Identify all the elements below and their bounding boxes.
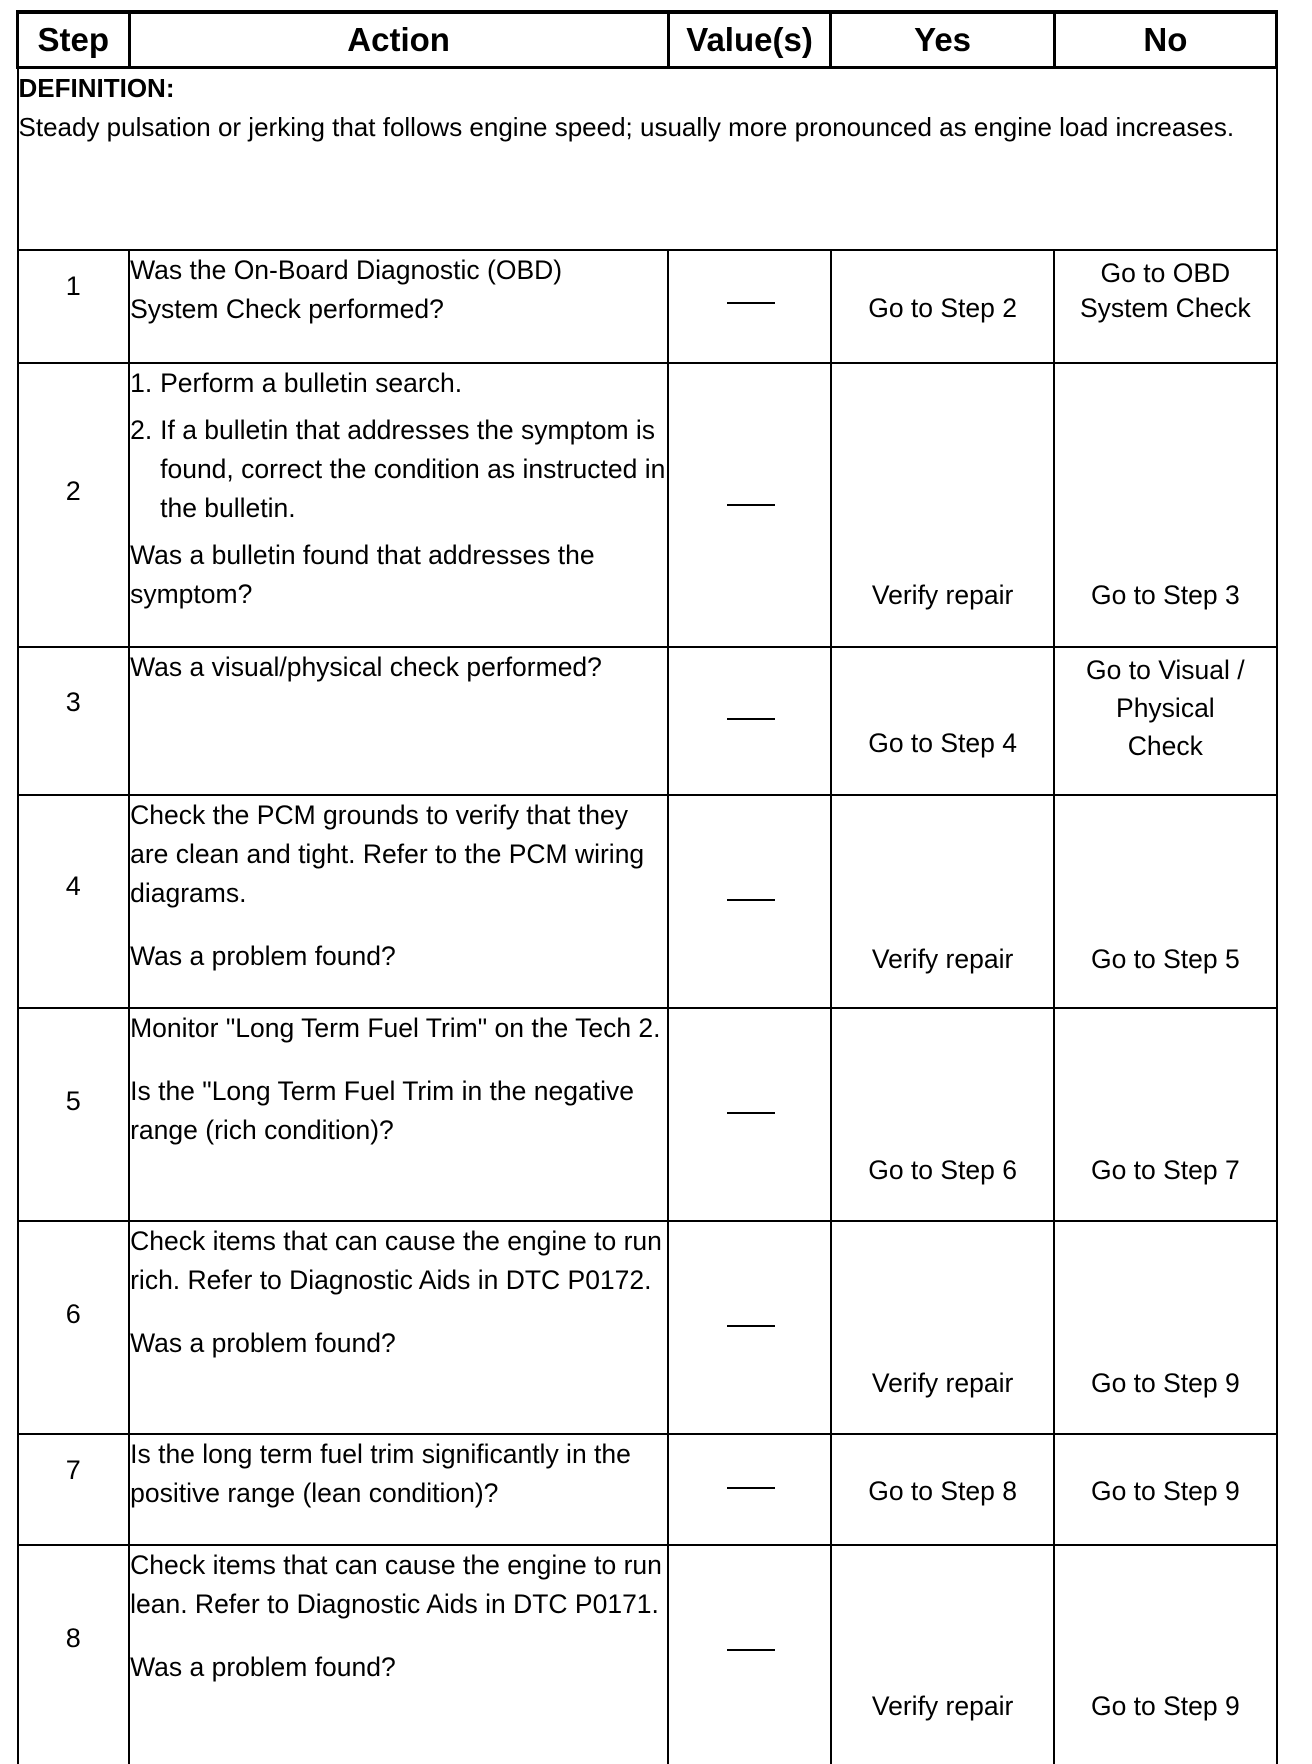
value-dash <box>727 1112 775 1114</box>
no-text-line: Physical <box>1116 693 1215 723</box>
action-text: Is the long term fuel trim significantly in the positive range (lean condition)? <box>130 1439 631 1508</box>
header-step: Step <box>18 12 130 68</box>
step-number <box>18 647 130 795</box>
action-text: Was a visual/physical check performed? <box>130 652 602 682</box>
yes-cell <box>831 1008 1054 1221</box>
table-row <box>18 1545 1277 1764</box>
header-yes: Yes <box>831 12 1054 68</box>
action-text-line: System Check performed? <box>130 294 444 324</box>
step-number <box>18 363 130 647</box>
list-text: If a bulletin that addresses the symptom is found, correct the condition as instructed in the bulletin. <box>160 415 666 523</box>
value-cell <box>668 647 831 795</box>
value-cell <box>668 795 831 1008</box>
no-text: Go to Step 3 <box>1090 580 1240 610</box>
action-cell <box>129 1008 668 1221</box>
action-question: Was a problem found? <box>130 1328 396 1358</box>
diagnostic-table <box>16 10 1278 1764</box>
value-cell <box>668 363 831 647</box>
list-item <box>130 364 667 403</box>
yes-text: Verify repair <box>871 1691 1014 1721</box>
no-cell <box>1054 250 1276 363</box>
value-cell <box>668 250 831 363</box>
step-number-text: 4 <box>65 871 81 901</box>
step-number-text: 8 <box>65 1623 81 1653</box>
header-no: No <box>1054 12 1276 68</box>
yes-cell <box>831 1221 1054 1434</box>
definition-text: Steady pulsation or jerking that follows engine speed; usually more pronounced as engine load increases. <box>18 112 1235 142</box>
no-text: Go to Step 9 <box>1090 1476 1240 1506</box>
value-dash <box>727 1487 775 1489</box>
no-cell <box>1054 1221 1276 1434</box>
yes-cell <box>831 1434 1054 1545</box>
value-dash <box>727 718 775 720</box>
yes-text: Verify repair <box>871 944 1014 974</box>
value-cell <box>668 1221 831 1434</box>
step-number <box>18 1008 130 1221</box>
no-text: Go to Step 9 <box>1090 1368 1240 1398</box>
yes-text: Verify repair <box>871 580 1014 610</box>
action-cell <box>129 1434 668 1545</box>
header-values: Value(s) <box>668 12 831 68</box>
yes-text: Go to Step 6 <box>868 1155 1017 1185</box>
value-dash <box>727 504 775 506</box>
step-number <box>18 1221 130 1434</box>
step-number <box>18 1545 130 1764</box>
list-number: 1. <box>130 368 153 398</box>
header-action: Action <box>129 12 668 68</box>
value-cell <box>668 1434 831 1545</box>
value-cell <box>668 1545 831 1764</box>
no-cell <box>1054 363 1276 647</box>
table-row <box>18 795 1277 1008</box>
table-row <box>18 1008 1277 1221</box>
value-cell <box>668 1008 831 1221</box>
action-text: Check the PCM grounds to verify that they are clean and tight. Refer to the PCM wiring diagrams. <box>130 800 645 908</box>
step-number-text: 5 <box>65 1086 81 1116</box>
header-row <box>18 12 1277 68</box>
step-number <box>18 1434 130 1545</box>
diagnostic-table-sheet <box>16 10 1278 1764</box>
table-row <box>18 363 1277 647</box>
list-number: 2. <box>130 415 153 445</box>
table-row <box>18 1434 1277 1545</box>
action-steps-list <box>130 364 667 528</box>
action-cell <box>129 647 668 795</box>
no-cell <box>1054 1434 1276 1545</box>
step-number-text: 1 <box>65 271 81 301</box>
yes-text: Go to Step 4 <box>868 728 1017 758</box>
value-dash <box>727 899 775 901</box>
table-row <box>18 647 1277 795</box>
action-question: Was a problem found? <box>130 941 396 971</box>
definition-row <box>18 68 1277 251</box>
table-row <box>18 250 1277 363</box>
value-dash <box>727 1649 775 1651</box>
action-cell <box>129 1545 668 1764</box>
action-question: Was a problem found? <box>130 1652 396 1682</box>
step-number-text: 6 <box>65 1299 81 1329</box>
no-text: Go to Step 7 <box>1090 1155 1240 1185</box>
action-cell <box>129 1221 668 1434</box>
value-dash <box>727 302 775 304</box>
yes-text: Go to Step 2 <box>868 293 1017 323</box>
action-question: Is the "Long Term Fuel Trim in the negative range (rich condition)? <box>130 1076 634 1145</box>
step-number <box>18 250 130 363</box>
action-text: Check items that can cause the engine to run rich. Refer to Diagnostic Aids in DTC P0172. <box>130 1226 662 1295</box>
no-text-line: Check <box>1127 731 1203 761</box>
action-cell <box>129 363 668 647</box>
yes-text: Verify repair <box>871 1368 1014 1398</box>
list-item <box>130 411 667 528</box>
action-text: Check items that can cause the engine to run lean. Refer to Diagnostic Aids in DTC P0171. <box>130 1550 662 1619</box>
action-text: Monitor "Long Term Fuel Trim" on the Tech 2. <box>130 1013 661 1043</box>
definition-title: DEFINITION: <box>18 73 175 103</box>
no-text-line: System Check <box>1079 293 1251 323</box>
yes-text: Go to Step 8 <box>868 1476 1017 1506</box>
action-cell <box>129 795 668 1008</box>
step-number-text: 3 <box>65 687 81 717</box>
list-text: Perform a bulletin search. <box>160 368 463 398</box>
action-cell <box>129 250 668 363</box>
no-cell <box>1054 795 1276 1008</box>
no-text-line: Go to OBD <box>1100 258 1231 288</box>
no-cell <box>1054 647 1276 795</box>
no-cell <box>1054 1008 1276 1221</box>
no-cell <box>1054 1545 1276 1764</box>
yes-cell <box>831 363 1054 647</box>
no-text: Go to Step 5 <box>1090 944 1240 974</box>
value-dash <box>727 1325 775 1327</box>
yes-cell <box>831 250 1054 363</box>
action-question: Was a bulletin found that addresses the symptom? <box>130 540 595 609</box>
yes-cell <box>831 647 1054 795</box>
step-number <box>18 795 130 1008</box>
step-number-text: 2 <box>65 476 81 506</box>
yes-cell <box>831 1545 1054 1764</box>
no-text: Go to Step 9 <box>1090 1691 1240 1721</box>
yes-cell <box>831 795 1054 1008</box>
step-number-text: 7 <box>65 1455 81 1485</box>
no-text-line: Go to Visual / <box>1086 655 1245 685</box>
definition-cell <box>18 68 1277 251</box>
action-text-line: Was the On-Board Diagnostic (OBD) <box>130 255 563 285</box>
table-row <box>18 1221 1277 1434</box>
